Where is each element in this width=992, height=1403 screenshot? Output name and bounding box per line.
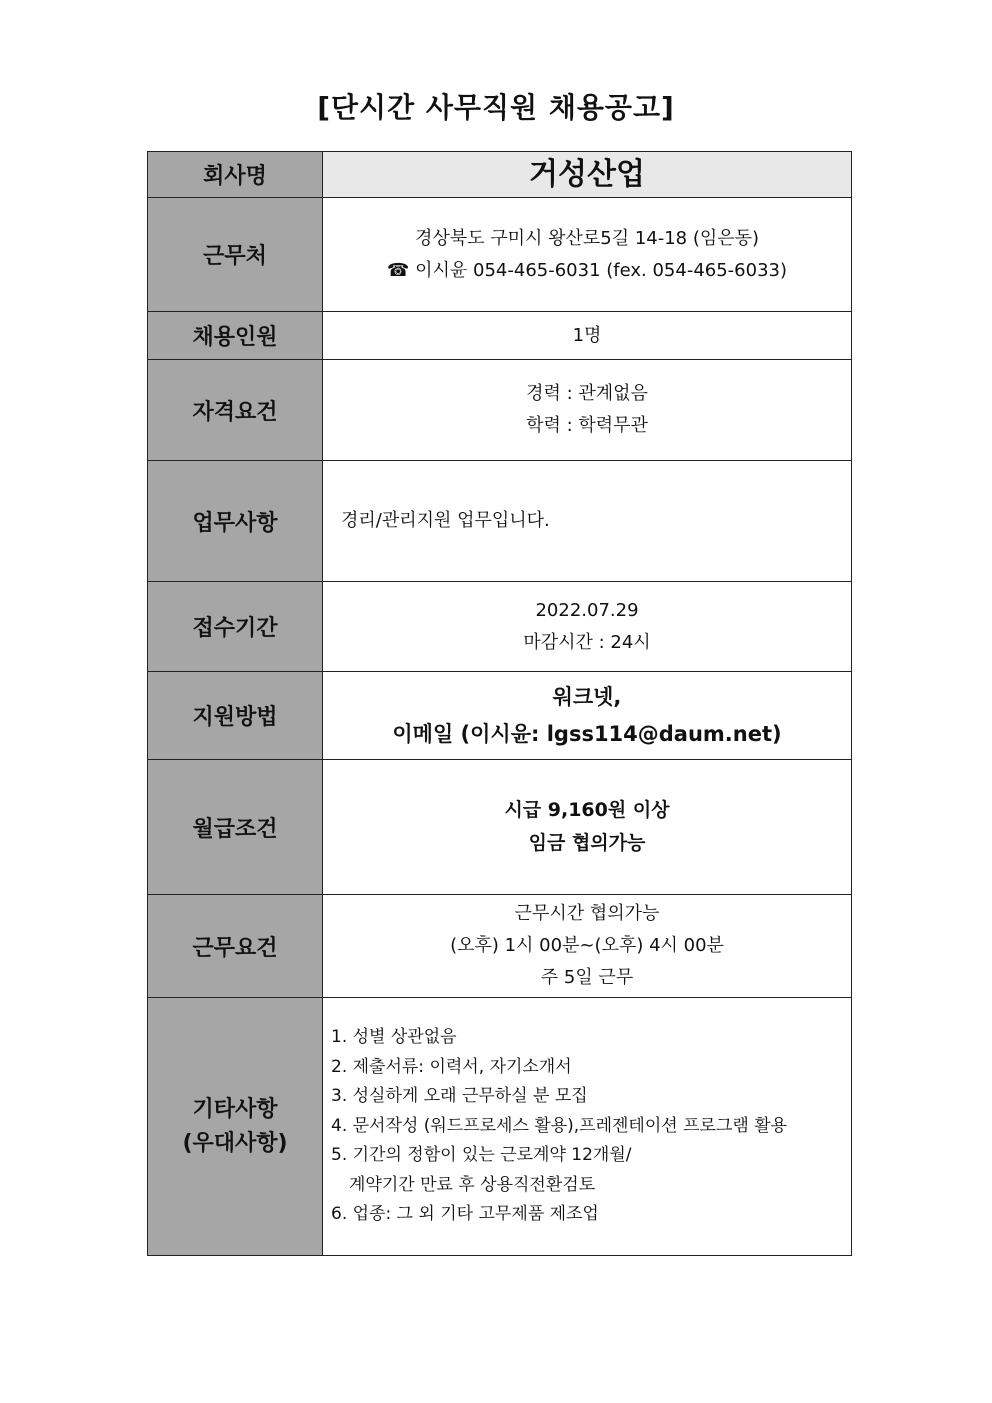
period-value [323,582,852,672]
workplace-contact-line [323,255,851,287]
list-item-continuation: 계약기간 만료 후 상용직전환검토 [349,1174,596,1195]
workplace-value [323,198,852,312]
list-item: 5. 기간의 정함이 있는 근로계약 12개월/ [331,1145,632,1166]
row-apply [148,672,852,760]
headcount-label: 채용인원 [148,312,323,360]
qualifications-label: 자격요건 [148,360,323,461]
apply-email: 이메일 (이시윤: lgss114@daum.net) [392,721,782,746]
pay-value [323,760,852,895]
company-name: 거성산업 [323,152,852,198]
list-item: 2. 제출서류: 이력서, 자기소개서 [331,1056,572,1077]
apply-worknet: 워크넷, [552,684,622,709]
list-item: 3. 성실하게 오래 근무하실 분 모집 [331,1086,588,1107]
period-date: 2022.07.29 [535,599,639,621]
conditions-hours-note: 근무시간 협의가능 [514,903,660,924]
apply-label: 지원방법 [148,672,323,760]
row-qualifications [148,360,852,461]
conditions-value [323,895,852,998]
job-posting-table [147,151,852,1256]
row-pay [148,760,852,895]
page-title: [단시간 사무직원 채용공고] [317,91,675,124]
phone-icon: ☎ [386,259,410,281]
row-company [148,152,852,198]
list-item: 6. 업종: 그 외 기타 고무제품 제조업 [331,1204,599,1225]
list-item: 1. 성별 상관없음 [331,1027,457,1048]
period-label: 접수기간 [148,582,323,672]
row-duties [148,461,852,582]
conditions-label: 근무요건 [148,895,323,998]
duties-label: 업무사항 [148,461,323,582]
other-label-main: 기타사항 [192,1096,278,1122]
qualification-education: 학력 : 학력무관 [526,415,648,436]
row-headcount [148,312,852,360]
qualifications-value [323,360,852,461]
headcount-value: 1명 [323,312,852,360]
pay-negotiable: 임금 협의가능 [528,832,646,854]
period-deadline: 마감시간 : 24시 [523,631,651,653]
other-label-sub: (우대사항) [182,1130,288,1156]
list-item: 4. 문서작성 (워드프로세스 활용),프레젠테이션 프로그램 활용 [331,1115,788,1136]
workplace-label: 근무처 [148,198,323,312]
conditions-days: 주 5일 근무 [540,967,634,988]
duties-value: 경리/관리지원 업무입니다. [323,461,852,582]
workplace-address: 경상북도 구미시 왕산로5길 14-18 (임은동) [414,227,760,249]
row-other [148,998,852,1256]
company-label: 회사명 [148,152,323,198]
apply-value [323,672,852,760]
qualification-experience: 경력 : 관계없음 [526,383,648,404]
other-label [148,998,323,1256]
row-period [148,582,852,672]
pay-label: 월급조건 [148,760,323,895]
other-value [323,998,852,1256]
pay-hourly: 시급 9,160원 이상 [504,799,670,821]
conditions-hours: (오후) 1시 00분~(오후) 4시 00분 [450,935,724,956]
workplace-contact: 이시윤 054-465-6031 (fex. 054-465-6033) [415,259,788,281]
row-conditions [148,895,852,998]
row-workplace [148,198,852,312]
